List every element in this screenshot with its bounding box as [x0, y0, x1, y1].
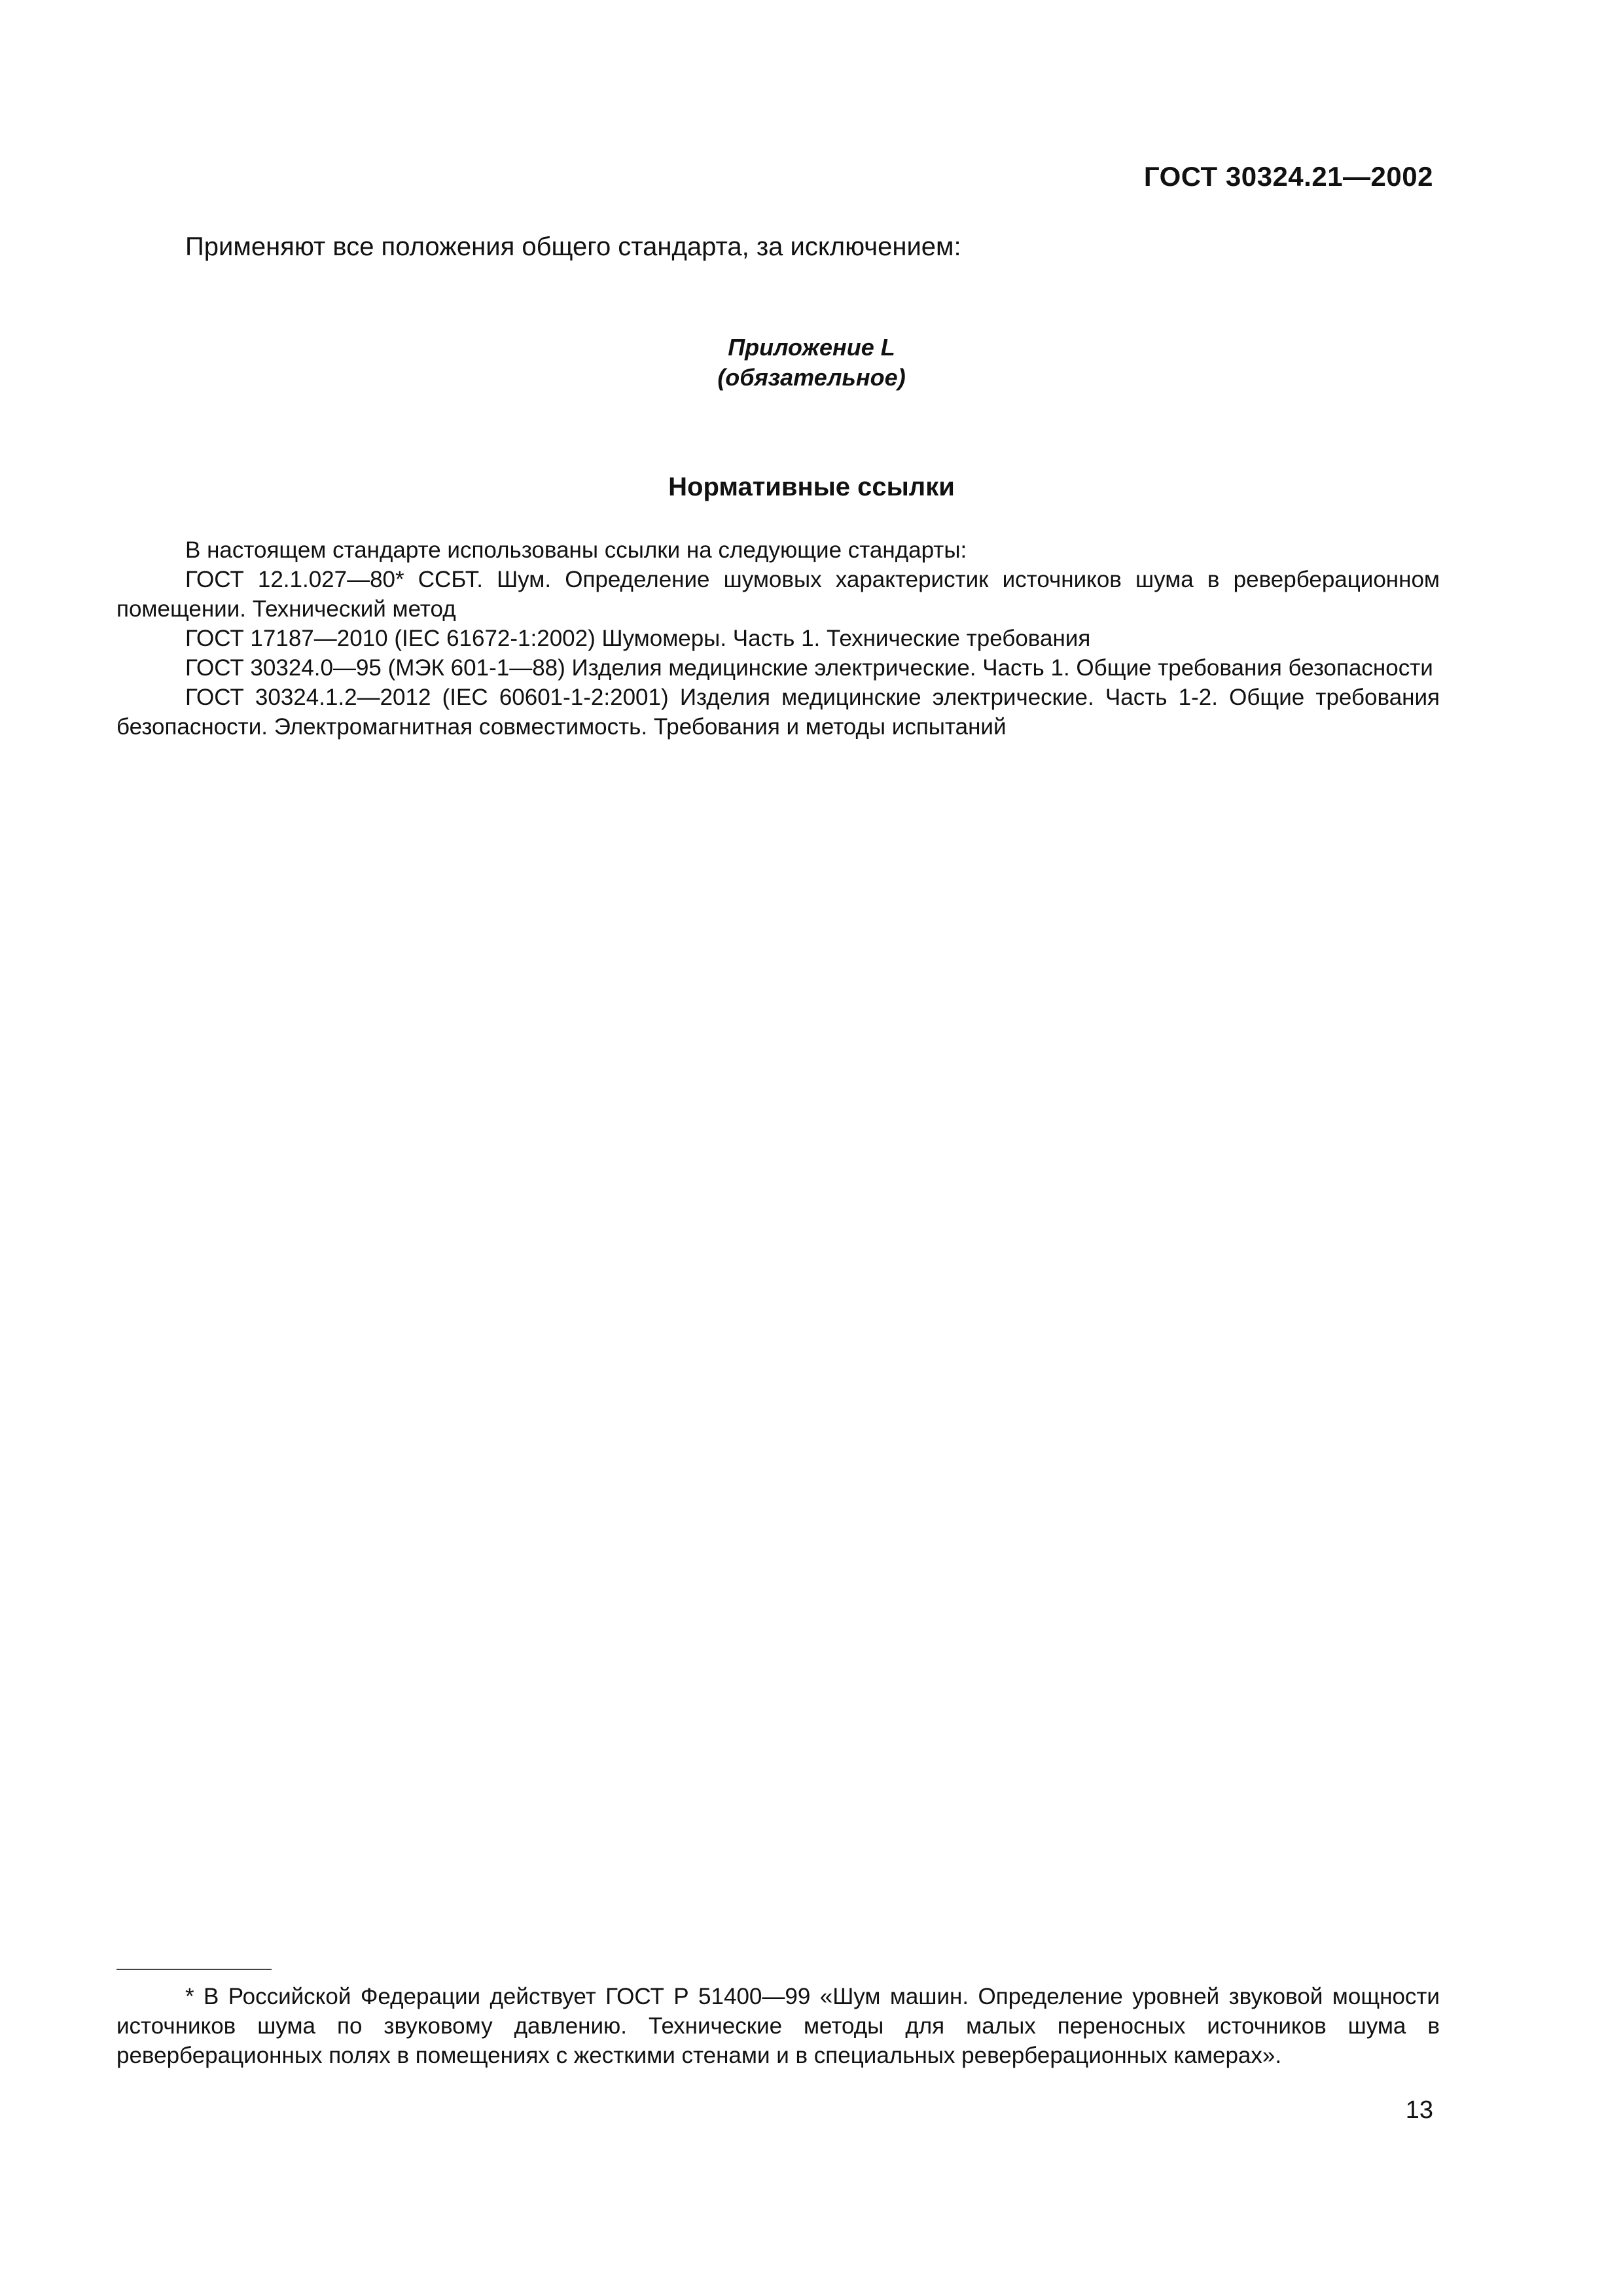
annex-status: (обязательное) [717, 364, 906, 391]
reference-item: ГОСТ 30324.1.2—2012 (IEC 60601-1-2:2001) Изделия медицинские электрические. Часть 1-2. Общие требования безопасности. Электромагнитная совместимость. Требования и методы испытаний [116, 685, 1440, 740]
intro-text: Применяют все положения общего стандарта, за исключением: [185, 232, 961, 261]
page-number: 13 [1405, 2096, 1433, 2124]
annex-title: Приложение L [728, 334, 895, 361]
reference-item: ГОСТ 30324.0—95 (МЭК 601-1—88) Изделия медицинские электрические. Часть 1. Общие требования безопасности [185, 655, 1433, 681]
annex-heading [0, 332, 1623, 393]
references-intro-paragraph: В настоящем стандарте использованы ссылки на следующие стандарты: [185, 537, 967, 563]
section-title: Нормативные ссылки [668, 473, 955, 501]
reference-item: ГОСТ 12.1.027—80* ССБТ. Шум. Определение шумовых характеристик источников шума в реверберационном помещении. Технический метод [116, 567, 1440, 622]
footnote: * В Российской Федерации действует ГОСТ Р 51400—99 «Шум машин. Определение уровней звуковой мощности источников шума по звуковому давлению. Технические методы для малых переносных источников шума в реверберационных полях в помещениях с жесткими стенами и в специальных реверберационных камерах». [116, 1984, 1440, 2068]
reference-item: ГОСТ 17187—2010 (IEC 61672-1:2002) Шумомеры. Часть 1. Технические требования [185, 626, 1091, 651]
footnote-separator [116, 1969, 272, 1970]
normative-references-body [116, 535, 1440, 742]
document-code-header: ГОСТ 30324.21—2002 [1143, 161, 1433, 192]
